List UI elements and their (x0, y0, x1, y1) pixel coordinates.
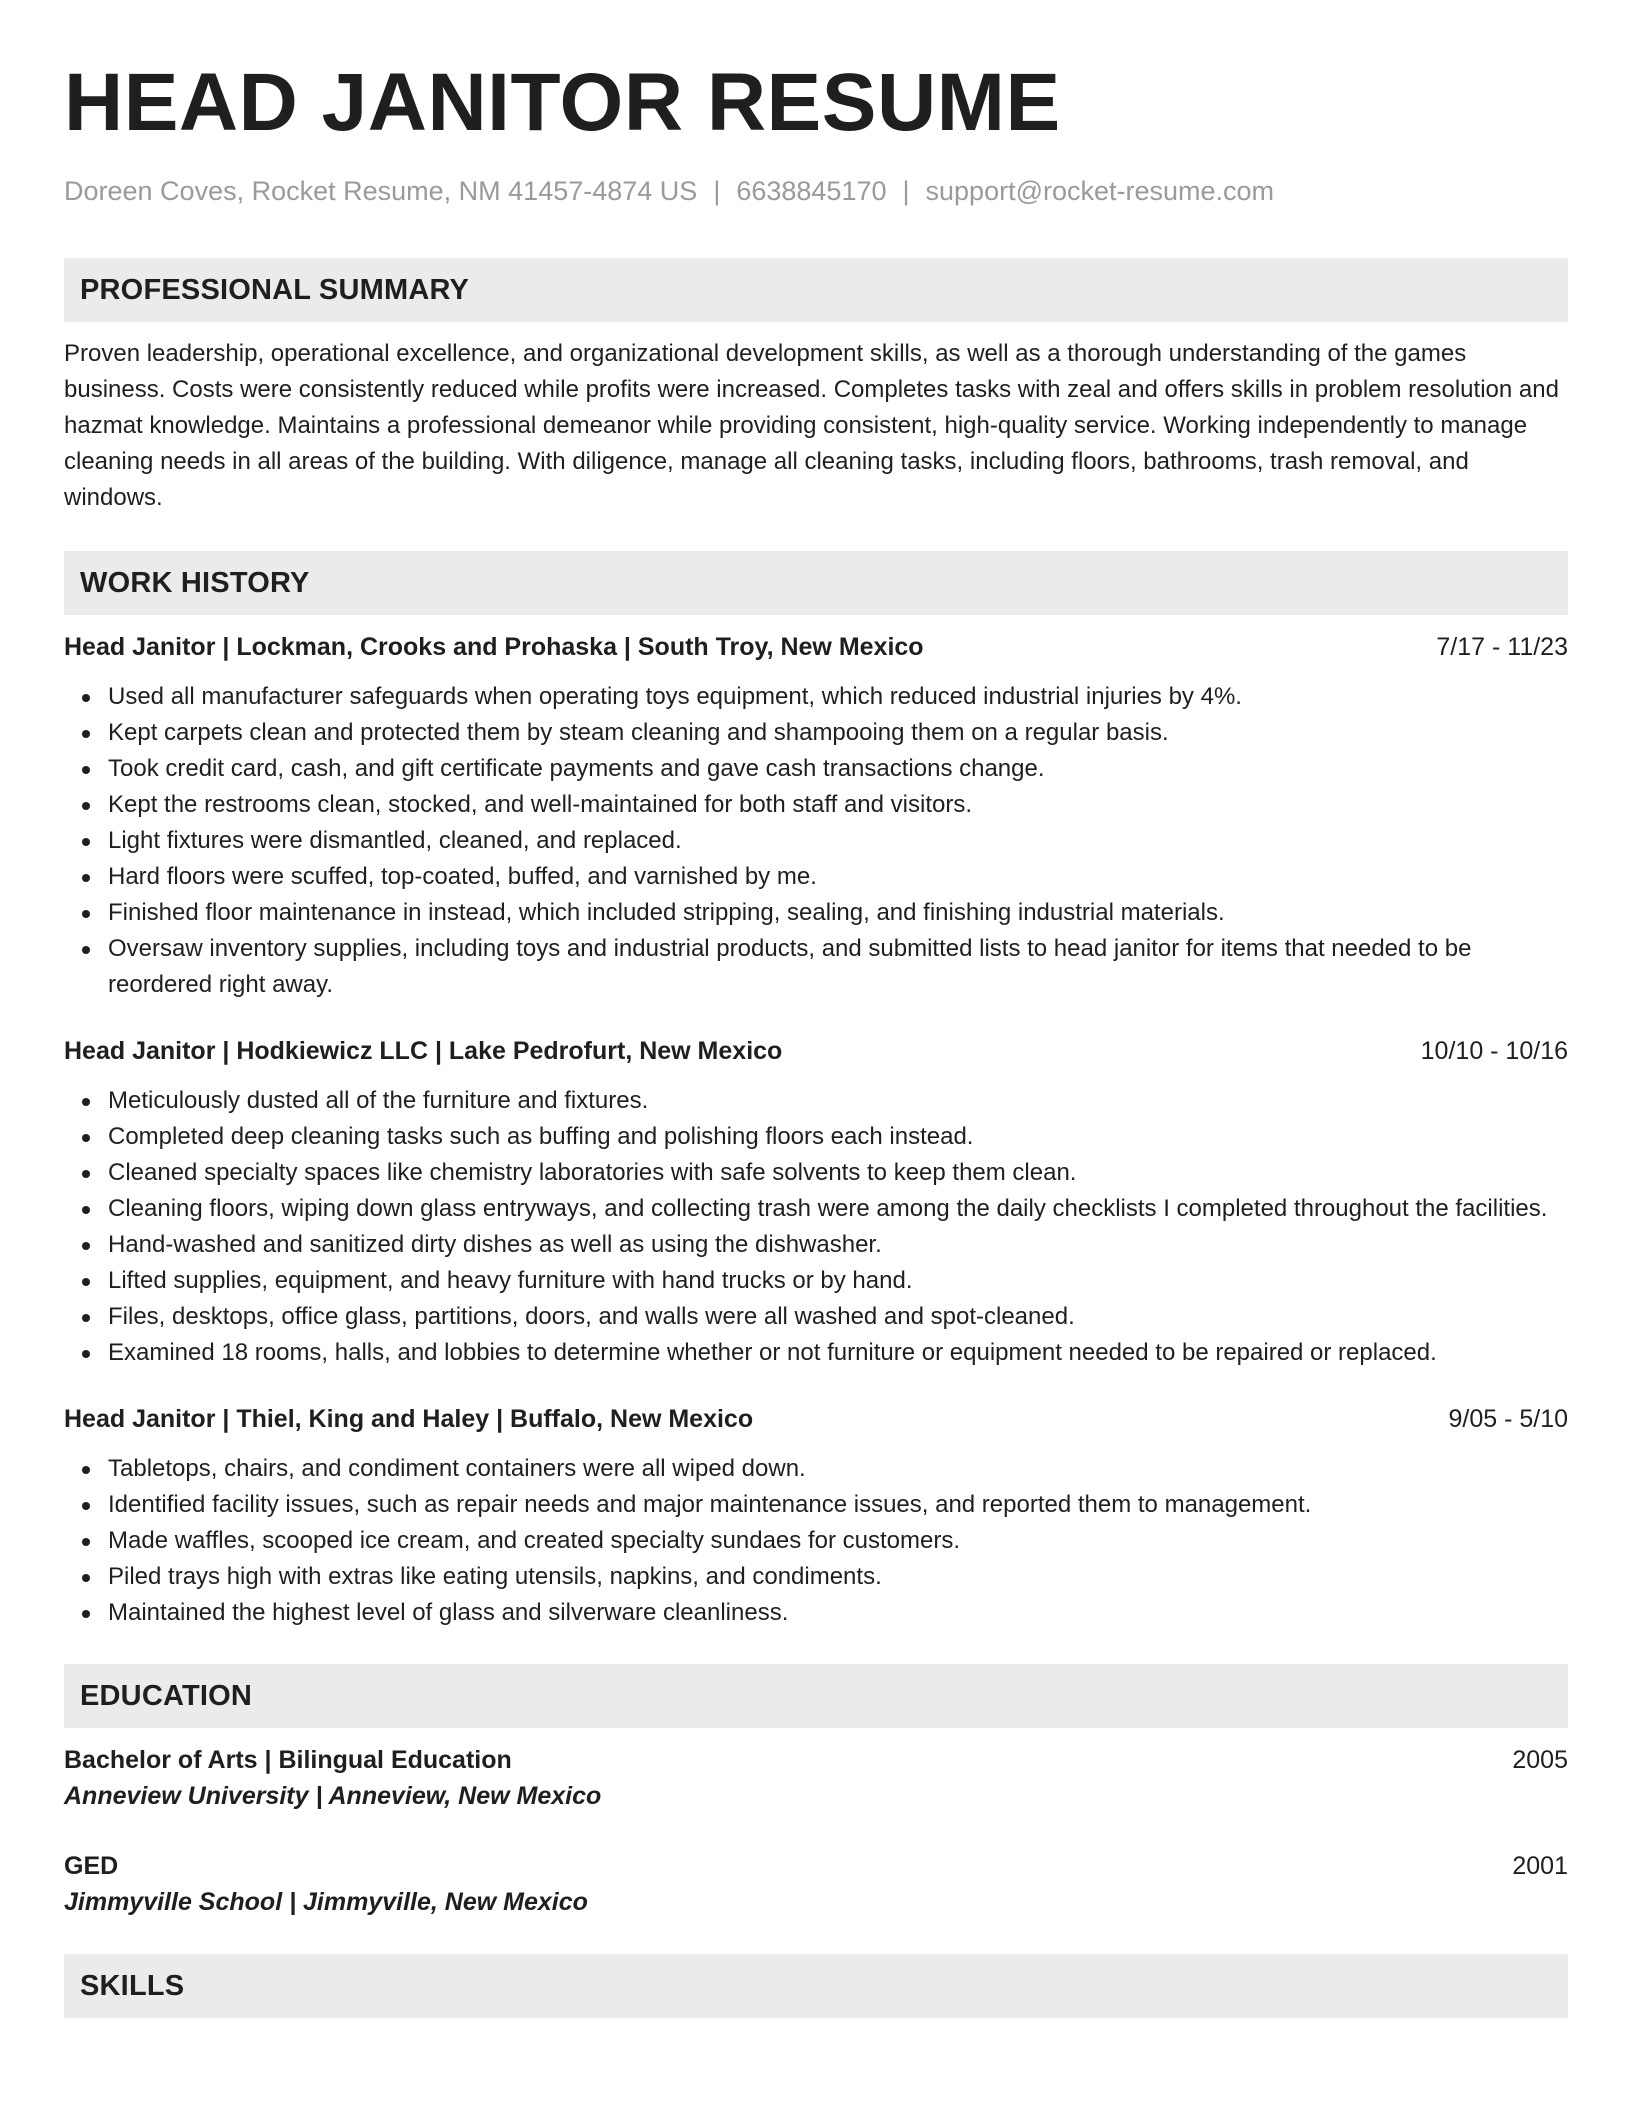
bullet-item: Used all manufacturer safeguards when operating toys equipment, which reduced industrial injuries by 4%. (108, 679, 1568, 715)
bullet-item: Meticulously dusted all of the furniture and fixtures. (108, 1083, 1568, 1119)
education-entry (64, 1848, 1568, 1920)
job-dates: 9/05 - 5/10 (1448, 1405, 1568, 1433)
job-title: Head Janitor | Hodkiewicz LLC | Lake Pedrofurt, New Mexico (64, 1037, 783, 1065)
job-header (64, 1033, 1568, 1069)
bullet-item: Oversaw inventory supplies, including toys and industrial products, and submitted lists to head janitor for items that needed to be reordered right away. (108, 931, 1568, 1003)
summary-text: Proven leadership, operational excellence, and organizational development skills, as well as a thorough understanding of the games business. Costs were consistently reduced while profits were increased. Completes tasks with zeal and offers skills in problem resolution and hazmat knowledge. Maintains a professional demeanor while providing consistent, high-quality service. Working independently to manage cleaning needs in all areas of the building. With diligence, manage all cleaning tasks, including floors, bathrooms, trash removal, and windows. (64, 340, 1559, 511)
job-bullets (64, 1083, 1568, 1371)
bullet-item: Kept the restrooms clean, stocked, and well-maintained for both staff and visitors. (108, 787, 1568, 823)
job-bullets (64, 1451, 1568, 1631)
bullet-item: Kept carpets clean and protected them by steam cleaning and shampooing them on a regular basis. (108, 715, 1568, 751)
bullet-item: Piled trays high with extras like eating utensils, napkins, and condiments. (108, 1559, 1568, 1595)
education-degree: Bachelor of Arts | Bilingual Education (64, 1746, 512, 1774)
bullet-item: Lifted supplies, equipment, and heavy furniture with hand trucks or by hand. (108, 1263, 1568, 1299)
resume-title: HEAD JANITOR RESUME (64, 57, 1061, 148)
job-entry (64, 1033, 1568, 1371)
job-dates: 10/10 - 10/16 (1420, 1037, 1568, 1065)
education-year: 2005 (1512, 1746, 1568, 1774)
bullet-item: Took credit card, cash, and gift certificate payments and gave cash transactions change. (108, 751, 1568, 787)
bullet-item: Identified facility issues, such as repair needs and major maintenance issues, and reported them to management. (108, 1487, 1568, 1523)
contact-separator: | (713, 176, 721, 206)
education-header (64, 1742, 1568, 1778)
bullet-item: Hand-washed and sanitized dirty dishes as well as using the dishwasher. (108, 1227, 1568, 1263)
section-header-skills (64, 1954, 1568, 2018)
job-entry (64, 1401, 1568, 1631)
job-header (64, 629, 1568, 665)
bullet-item: Completed deep cleaning tasks such as buffing and polishing floors each instead. (108, 1119, 1568, 1155)
contact-separator: | (902, 176, 910, 206)
bullet-item: Maintained the highest level of glass and silverware cleanliness. (108, 1595, 1568, 1631)
education-header (64, 1848, 1568, 1884)
education-year: 2001 (1512, 1852, 1568, 1880)
section-header-summary (64, 258, 1568, 322)
bullet-item: Finished floor maintenance in instead, which included stripping, sealing, and finishing industrial materials. (108, 895, 1568, 931)
section-heading: SKILLS (80, 1969, 185, 2002)
bullet-item: Hard floors were scuffed, top-coated, buffed, and varnished by me. (108, 859, 1568, 895)
job-dates: 7/17 - 11/23 (1436, 633, 1568, 661)
section-heading: EDUCATION (80, 1679, 253, 1712)
bullet-item: Cleaned specialty spaces like chemistry laboratories with safe solvents to keep them clean. (108, 1155, 1568, 1191)
contact-phone: 6638845170 (736, 176, 887, 206)
bullet-item: Examined 18 rooms, halls, and lobbies to determine whether or not furniture or equipment needed to be repaired or replaced. (108, 1335, 1568, 1371)
job-title: Head Janitor | Thiel, King and Haley | Buffalo, New Mexico (64, 1405, 754, 1433)
section-header-work-history (64, 551, 1568, 615)
job-header (64, 1401, 1568, 1437)
section-heading: WORK HISTORY (80, 566, 310, 599)
education-school: Anneview University | Anneview, New Mexico (64, 1782, 602, 1810)
job-title: Head Janitor | Lockman, Crooks and Prohaska | South Troy, New Mexico (64, 633, 924, 661)
education-degree: GED (64, 1852, 119, 1880)
bullet-item: Files, desktops, office glass, partitions, doors, and walls were all washed and spot-cleaned. (108, 1299, 1568, 1335)
contact-address: Doreen Coves, Rocket Resume, NM 41457-4874 US (64, 176, 698, 206)
contact-line (64, 174, 1568, 208)
bullet-item: Made waffles, scooped ice cream, and created specialty sundaes for customers. (108, 1523, 1568, 1559)
section-header-education (64, 1664, 1568, 1728)
education-entry (64, 1742, 1568, 1814)
education-school: Jimmyville School | Jimmyville, New Mexico (64, 1888, 588, 1916)
bullet-item: Light fixtures were dismantled, cleaned, and replaced. (108, 823, 1568, 859)
section-heading: PROFESSIONAL SUMMARY (80, 273, 470, 306)
contact-email: support@rocket-resume.com (925, 176, 1275, 206)
job-bullets (64, 679, 1568, 1003)
job-entry (64, 629, 1568, 1003)
bullet-item: Cleaning floors, wiping down glass entryways, and collecting trash were among the daily checklists I completed throughout the facilities. (108, 1191, 1568, 1227)
bullet-item: Tabletops, chairs, and condiment containers were all wiped down. (108, 1451, 1568, 1487)
